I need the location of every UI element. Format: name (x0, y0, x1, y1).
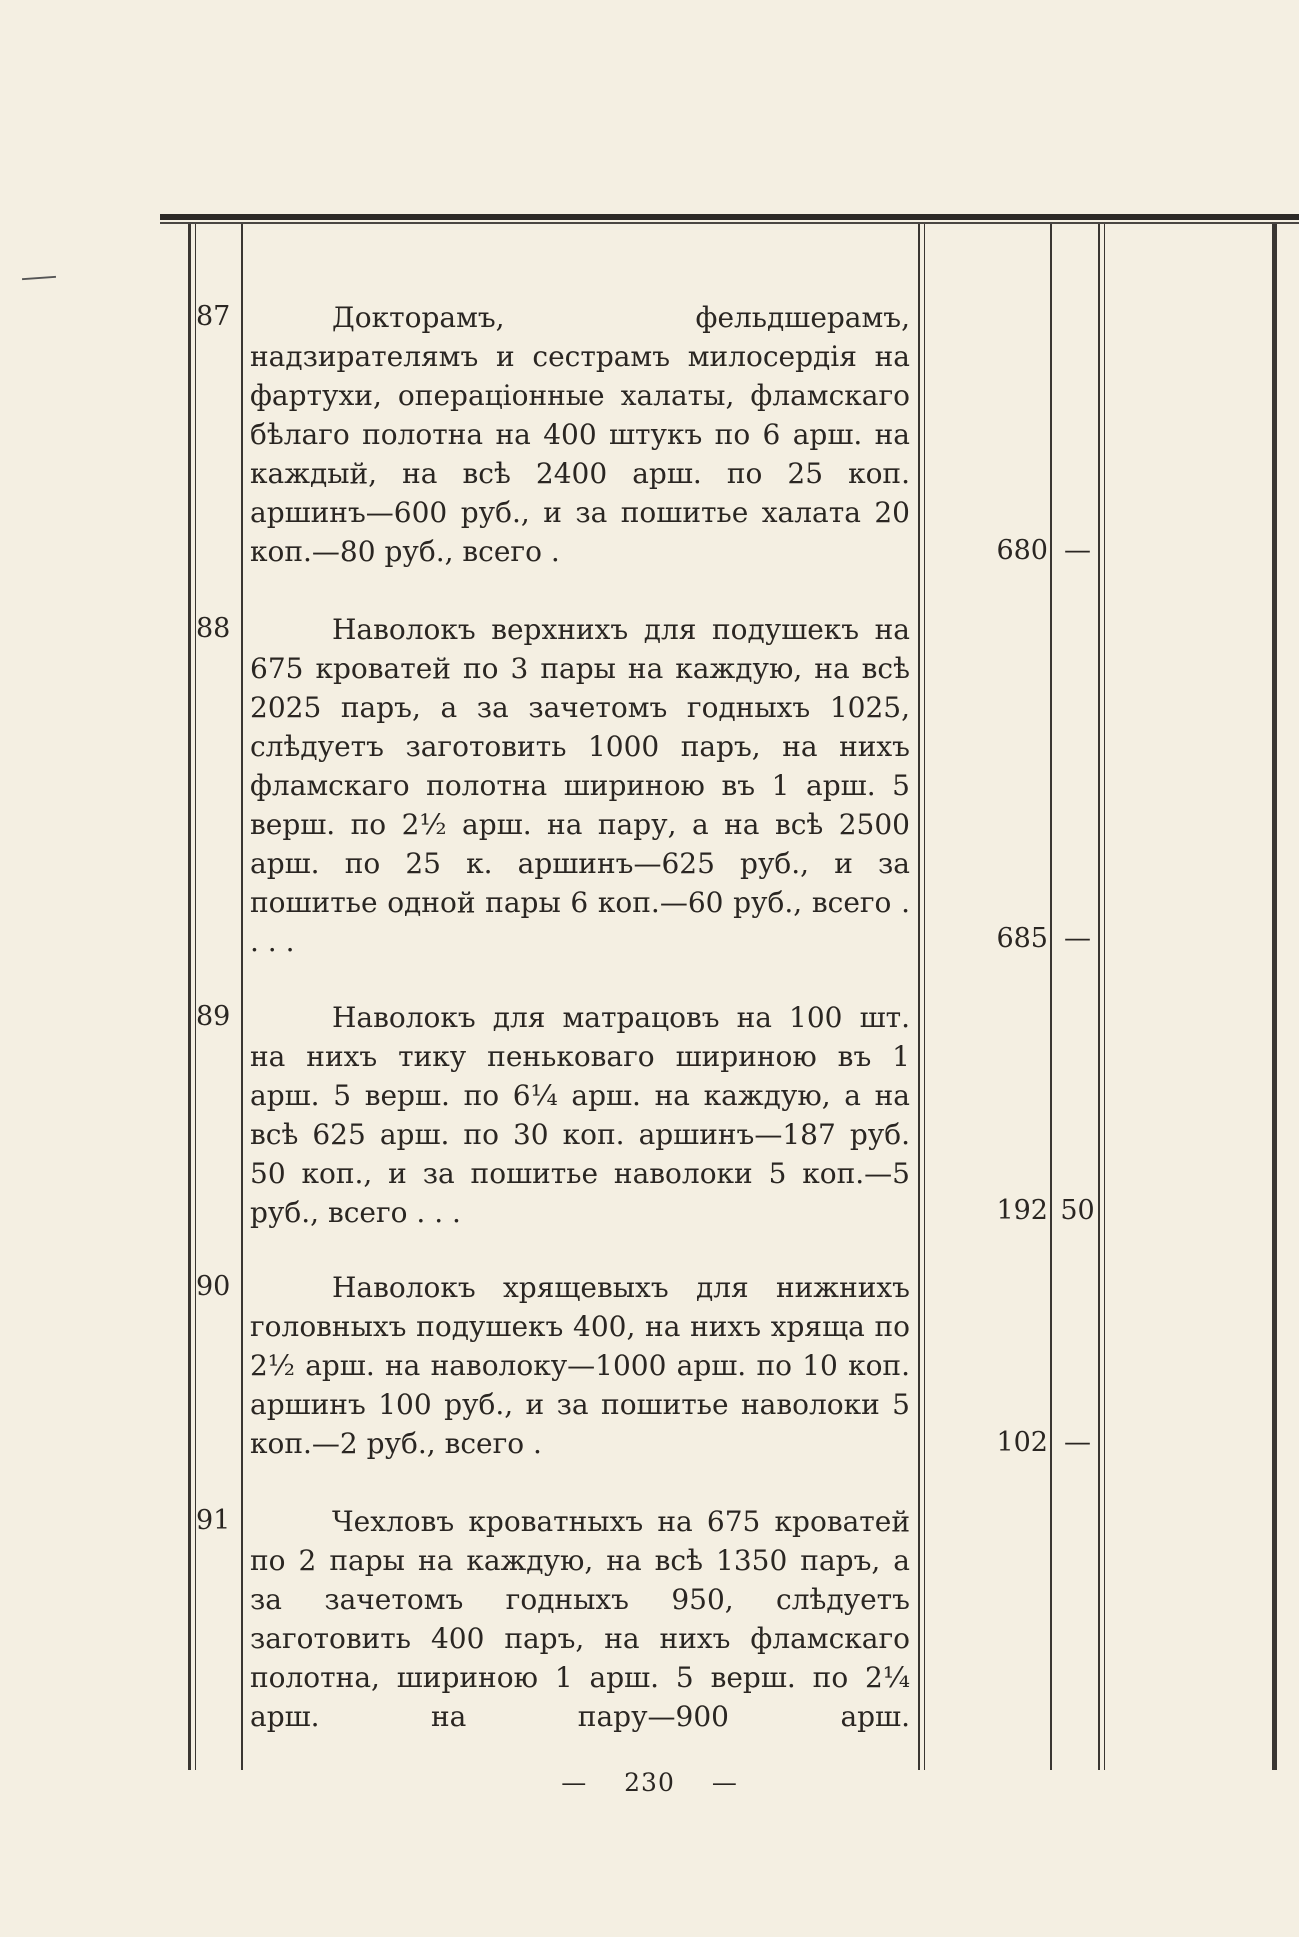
header-rule-thin (160, 222, 1299, 224)
margin-mark (22, 276, 56, 280)
row-number: 89 (196, 1001, 231, 1032)
footer-dash-left: — (561, 1768, 588, 1797)
row-text: Чехловъ кроватныхъ на 675 кроватей по 2 пары на каждую, на всѣ 1350 паръ, а за зачетомъ годныхъ 950, слѣдуетъ заготовить 400 паръ, на нихъ фламскаго полотна, шириною 1 арш. 5 верш. по 2¼ арш. на пару—900 арш. (250, 1505, 910, 1733)
amount-kop: — (1064, 1427, 1091, 1458)
row-number: 91 (196, 1505, 231, 1536)
amount-kop: 50 (1060, 1195, 1095, 1226)
row-number: 87 (196, 301, 231, 332)
amount-rub: 192 (996, 1195, 1048, 1226)
page-footer (0, 1768, 1299, 1797)
column-rule-kop-2 (1104, 224, 1105, 1770)
amount-kop: — (1064, 535, 1091, 566)
column-rule-left-outer (188, 224, 191, 1770)
row-text: Докторамъ, фельдшерамъ, надзирателямъ и сестрамъ милосердія на фартухи, операціонные халаты, фламскаго бѣлаго полотна на 400 штукъ по 6 арш. на каждый, на всѣ 2400 арш. по 25 коп. аршинъ—600 руб., и за пошитье халата 20 коп.—80 руб., всего . (250, 301, 910, 568)
amount-rub: 685 (996, 923, 1048, 954)
page-number: 230 (624, 1768, 675, 1797)
amount-rub: 102 (996, 1427, 1048, 1458)
column-rule-text-1 (918, 224, 920, 1770)
amount-kop: — (1064, 923, 1091, 954)
row-number: 88 (196, 613, 231, 644)
column-rule-rub (1050, 224, 1052, 1770)
row-number: 90 (196, 1271, 231, 1302)
column-rule-right (1272, 224, 1277, 1770)
row-text: Наволокъ хрящевыхъ для нижнихъ головныхъ подушекъ 400, на нихъ хряща по 2½ арш. на наволоку—1000 арш. по 10 коп. аршинъ 100 руб., и за пошитье наволоки 5 коп.—2 руб., всего . (250, 1271, 910, 1460)
column-rule-text-2 (924, 224, 925, 1770)
column-rule-kop-1 (1098, 224, 1100, 1770)
footer-dash-right: — (711, 1768, 738, 1797)
amount-rub: 680 (996, 535, 1048, 566)
row-text: Наволокъ верхнихъ для подушекъ на 675 кроватей по 3 пары на каждую, на всѣ 2025 паръ, а за зачетомъ годныхъ 1025, слѣдуетъ заготовить 1000 паръ, на нихъ фламскаго полотна шириною въ 1 арш. 5 верш. по 2½ арш. на пару, а на всѣ 2500 арш. по 25 к. аршинъ—625 руб., и за пошитье одной пары 6 коп.—60 руб., всего . . . . (250, 613, 910, 958)
row-text: Наволокъ для матрацовъ на 100 шт. на нихъ тику пеньковаго шириною въ 1 арш. 5 верш. по 6¼ арш. на каждую, а на всѣ 625 арш. по 30 коп. аршинъ—187 руб. 50 коп., и за пошитье наволоки 5 коп.—5 руб., всего . . . (250, 1001, 910, 1229)
header-rule-thick (160, 214, 1299, 220)
